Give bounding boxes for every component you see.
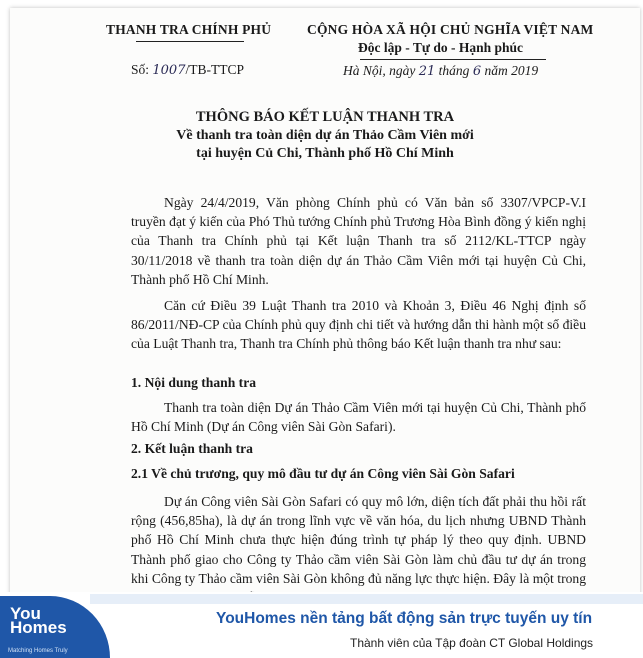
paragraph-1: Ngày 24/4/2019, Văn phòng Chính phủ có Văn bản số 3307/VPCP-V.I truyền đạt ý kiến của Phó Thủ tướng Chính phủ Trương Hòa Bình đồng ý kiến nghị của Thanh tra Chính phủ tại Kết luận Thanh tra số 2112/KL-TTCP ngày 30/11/2018 về thanh tra toàn diện dự án Thảo Cầm Viên mới tại huyện Củ Chi, Thành phố Hồ Chí Minh. <box>131 195 586 287</box>
handwritten-month: 6 <box>472 64 482 79</box>
motto-underline <box>360 59 546 60</box>
paragraph-4: Dự án Công viên Sài Gòn Safari có quy mô lớn, diện tích đất phải thu hồi rất rộng (456,85ha), là dự án trong lĩnh vực về văn hóa, du lịch nhưng UBND Thành phố Hồ Chí Minh chưa thực hiện đúng trình tự pháp lý theo quy định. UBND Thành phố giao cho Công ty Thảo cầm viên Sài Gòn làm chủ đầu tư dự án trong khi Công ty Thảo cầm viên Sài Gòn không đủ năng lực thực hiện. Đây là một trong <box>131 494 586 586</box>
issuing-agency: THANH TRA CHÍNH PHỦ <box>106 22 272 37</box>
national-motto: Độc lập - Tự do - Hạnh phúc <box>358 40 524 55</box>
paragraph-3: Thanh tra toàn diện Dự án Thảo Cầm Viên mới tại huyện Củ Chi, Thành phố Hồ Chí Minh (Dự án Công viên Sài Gòn Safari). <box>131 400 586 435</box>
section-heading-2: 2. Kết luận thanh tra <box>131 441 253 456</box>
document-subtitle-line2: tại huyện Củ Chi, Thành phố Hồ Chí Minh <box>196 146 454 161</box>
section-heading-2-1: 2.1 Về chủ trương, quy mô đầu tư dự án Công viên Sài Gòn Safari <box>131 466 515 481</box>
document-page <box>10 8 640 648</box>
logo-tagline: Matching Homes Truly <box>8 648 68 654</box>
section-heading-1: 1. Nội dung thanh tra <box>131 375 257 390</box>
document-title: THÔNG BÁO KẾT LUẬN THANH TRA <box>195 109 455 125</box>
national-title: CỘNG HÒA XÃ HỘI CHỦ NGHĨA VIỆT NAM <box>307 22 594 37</box>
footer-headline: YouHomes nền tảng bất động sản trực tuyến uy tín <box>216 610 593 627</box>
agency-underline <box>136 41 244 42</box>
document-subtitle-line1: Về thanh tra toàn diện dự án Thảo Cầm Viên mới <box>176 128 474 143</box>
paragraph-2: Căn cứ Điều 39 Luật Thanh tra 2010 và Khoản 3, Điều 46 Nghị định số 86/2011/NĐ-CP của Chính phủ quy định chi tiết và hướng dẫn thi hành một số điều của Luật Thanh tra, Thanh tra Chính phủ thông báo Kết luận thanh tra như sau: <box>131 298 586 352</box>
handwritten-day: 21 <box>418 64 436 79</box>
handwritten-number: 1007 <box>152 63 186 78</box>
footer-subline: Thành viên của Tập đoàn CT Global Holdings <box>350 636 594 650</box>
document-date: Hà Nội, ngày 21 tháng 6 năm 2019 <box>343 63 539 79</box>
footer-swoosh <box>90 594 643 604</box>
document-number: Số: 1007/TB-TTCP <box>131 62 244 78</box>
logo-text: You Homes <box>10 604 67 637</box>
